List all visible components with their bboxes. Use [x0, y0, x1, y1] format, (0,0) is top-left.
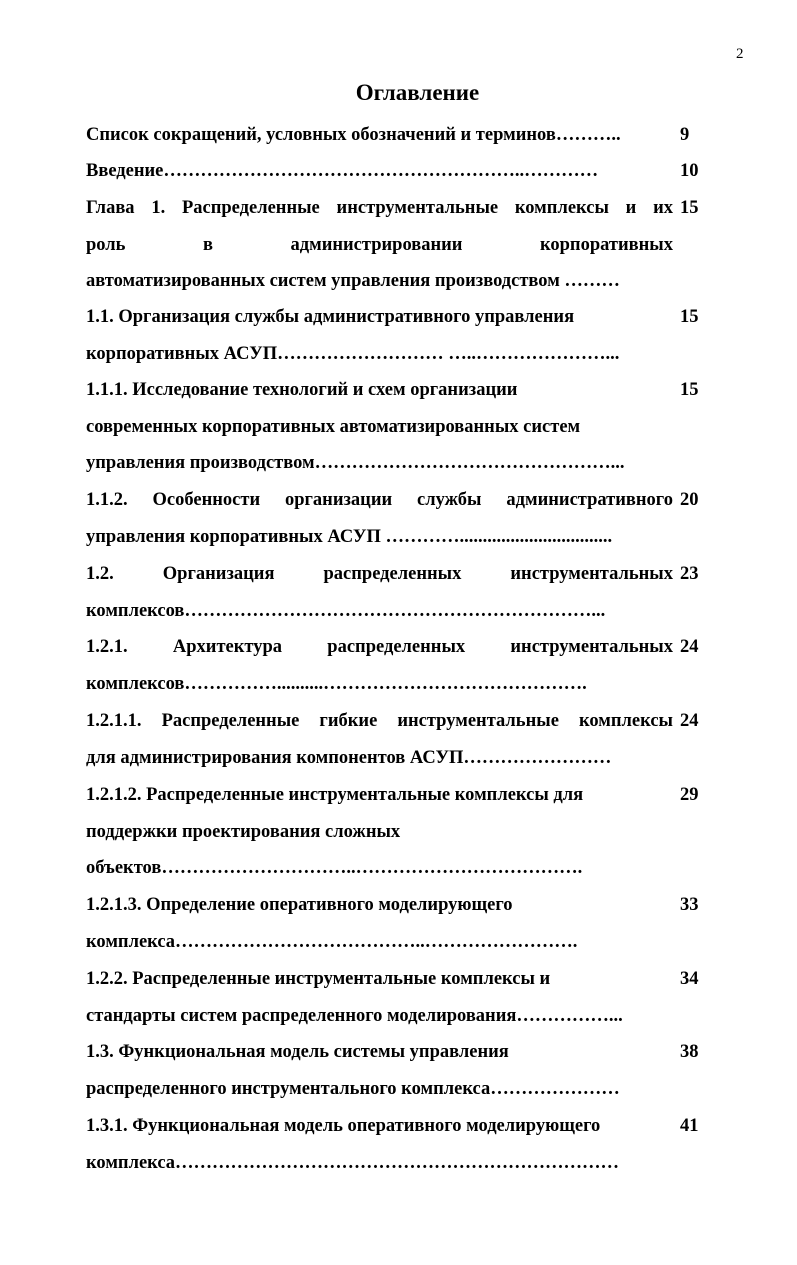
toc-entry-line: 1.2. Организация распределенных инструментальных: [86, 564, 673, 584]
toc-entry-line: управления производством…………………………………………...: [86, 453, 625, 474]
toc-entry-1-2-1[interactable]: [86, 629, 712, 702]
toc-entry-page: 24: [680, 711, 699, 731]
toc-entry-line: 1.1.2. Особенности организации службы административного: [86, 490, 673, 510]
toc-entry-1-2-1-2[interactable]: [86, 777, 712, 887]
toc-entry-line: для администрирования компонентов АСУП……………………: [86, 747, 612, 768]
toc-entry-line: Введение…………………………………………………..…………: [86, 161, 599, 181]
toc-entry-page: 15: [680, 307, 699, 327]
toc-entry-page: 34: [680, 969, 699, 989]
toc-entry-line: современных корпоративных автоматизированных систем: [86, 416, 581, 437]
toc-entry-chapter-1[interactable]: [86, 190, 712, 300]
toc-entry-page: 24: [680, 637, 699, 657]
toc-entry-line: 1.3. Функциональная модель системы управления: [86, 1042, 509, 1062]
toc-entry-page: 15: [680, 198, 699, 218]
toc-entry-page: 33: [680, 895, 699, 915]
toc-entry-1-2-1-1[interactable]: [86, 703, 712, 776]
toc-entry-line: Список сокращений, условных обозначений и терминов………..: [86, 125, 621, 145]
toc-entry-1-2-2[interactable]: [86, 961, 712, 1034]
toc-entry-line: управления корпоративных АСУП ………….................................: [86, 526, 613, 547]
toc-entry-line: комплексов…………………………………………………………...: [86, 600, 606, 621]
toc-entry-1-2-1-3[interactable]: [86, 887, 712, 960]
toc-entry-line: комплексов……………..........…………………………………….: [86, 673, 587, 694]
page-number: 2: [736, 46, 744, 62]
toc-entry-line: поддержки проектирования сложных: [86, 821, 401, 842]
toc-entry-line: 1.1. Организация службы административного управления: [86, 307, 575, 327]
toc-entry-page: 9: [680, 125, 690, 145]
toc-entry-line: комплекса…………………………………..…………………….: [86, 931, 578, 952]
toc-entry-introduction[interactable]: [86, 153, 712, 190]
toc-entry-page: 15: [680, 380, 699, 400]
toc-entry-line: 1.2.1.1. Распределенные гибкие инструментальные комплексы: [86, 711, 673, 731]
toc-entry-line: автоматизированных систем управления производством ………: [86, 271, 620, 292]
toc-entry-page: 38: [680, 1042, 699, 1062]
toc-entry-page: 10: [680, 161, 699, 181]
toc-entry-line: 1.2.2. Распределенные инструментальные комплексы и: [86, 969, 551, 989]
toc-entry-1-3-1[interactable]: [86, 1108, 712, 1181]
toc-entry-line: распределенного инструментального комплекса…………………: [86, 1078, 620, 1099]
toc-entry-page: 20: [680, 490, 699, 510]
toc-entry-line: стандарты систем распределенного моделирования……………...: [86, 1005, 623, 1026]
toc-entry-1-1-2[interactable]: [86, 482, 712, 555]
toc-entry-1-2[interactable]: [86, 556, 712, 629]
toc-entry-line: роль в администрировании корпоративных: [86, 234, 673, 255]
toc-entry-line: 1.1.1. Исследование технологий и схем организации: [86, 380, 518, 400]
toc-entry-line: объектов…………………………..……………………………….: [86, 858, 583, 879]
toc-entry-1-1[interactable]: [86, 299, 712, 372]
toc-entry-line: 1.2.1.2. Распределенные инструментальные комплексы для: [86, 785, 584, 805]
toc-entry-line: 1.2.1.3. Определение оперативного моделирующего: [86, 895, 513, 915]
toc-entry-line: комплекса………………………………………………………………: [86, 1152, 620, 1173]
toc-entry-line: Глава 1. Распределенные инструментальные комплексы и их: [86, 198, 673, 218]
toc-entry-1-3[interactable]: [86, 1034, 712, 1107]
toc-entry-page: 23: [680, 564, 699, 584]
toc-entry-page: 41: [680, 1116, 699, 1136]
toc-entry-line: 1.3.1. Функциональная модель оперативного моделирующего: [86, 1116, 601, 1136]
toc-entry-page: 29: [680, 785, 699, 805]
toc-entry-line: корпоративных АСУП……………………… …..…………………...: [86, 343, 620, 364]
toc-entry-line: 1.2.1. Архитектура распределенных инструментальных: [86, 637, 673, 657]
toc-entry-abbreviations[interactable]: [86, 117, 712, 154]
toc-title: Оглавление: [355, 80, 480, 105]
toc-entry-1-1-1[interactable]: [86, 372, 712, 482]
